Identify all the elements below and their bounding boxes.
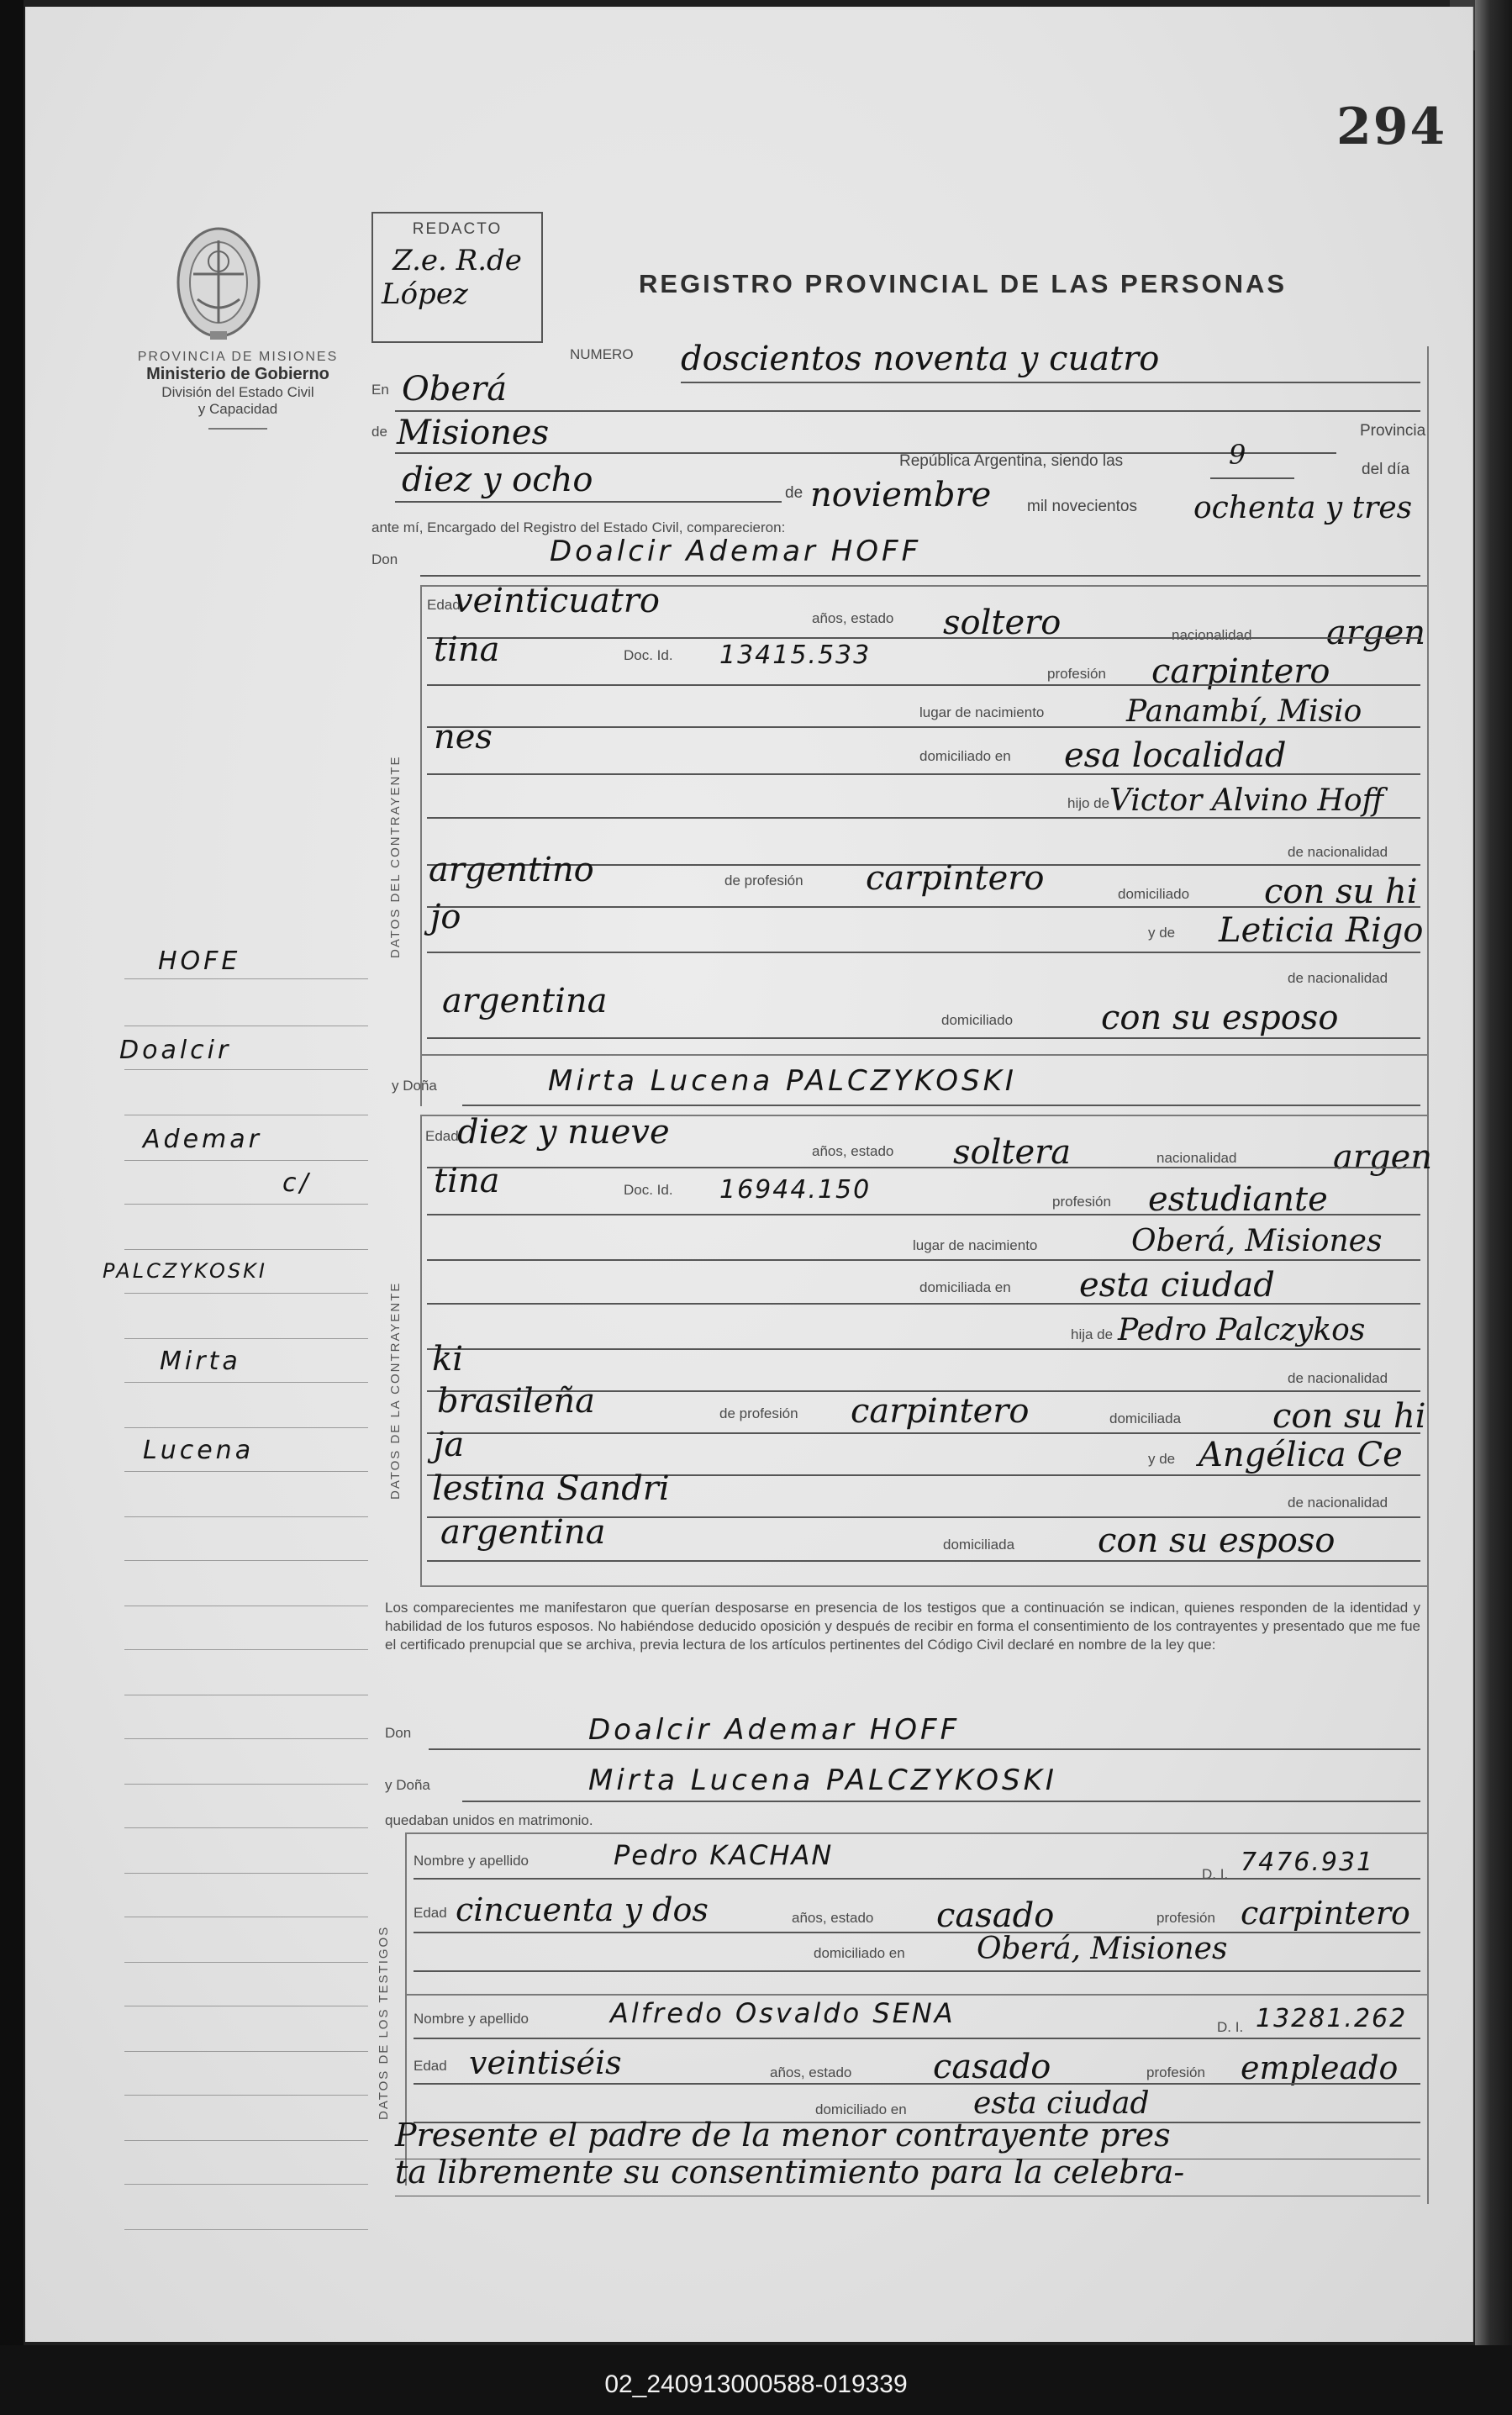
margin-name-lucena: Lucena (143, 1436, 255, 1465)
margin-surname-groom: HOFE (158, 946, 241, 976)
mil-label: mil novecientos (1027, 498, 1137, 515)
witness2-nombre-label: Nombre y apellido (414, 2011, 529, 2027)
groom-mother: Leticia Rigo (1219, 911, 1424, 950)
provincia-label: Provincia (1360, 422, 1426, 440)
bride-father-address-part2: ja (434, 1426, 465, 1464)
bride-anos-estado-label: años, estado (812, 1143, 894, 1159)
witness2-anos-estado-label: años, estado (770, 2064, 852, 2080)
witness2-address: esta ciudad (973, 2086, 1150, 2121)
declaration-dona-label: y Doña (385, 1777, 430, 1793)
witness2-di-label: D. I. (1217, 2019, 1244, 2035)
bride-lugar-label: lugar de nacimiento (913, 1237, 1038, 1253)
bride-birthplace: Oberá, Misiones (1131, 1224, 1383, 1258)
redacto-box (371, 212, 543, 343)
groom-status: soltero (943, 604, 1062, 642)
bride-mother-dom-label: domiciliada (943, 1537, 1015, 1553)
bride-profession: estudiante (1148, 1180, 1328, 1219)
witnesses-side-label: DATOS DE LOS TESTIGOS (377, 1925, 391, 2120)
coat-of-arms-seal (168, 215, 269, 350)
groom-birth-part2: nes (434, 718, 493, 757)
groom-address: esa localidad (1064, 736, 1287, 775)
ante-text: ante mí, Encargado del Registro del Estado Civil, comparecieron: (371, 519, 786, 535)
notes-line1: Presente el padre de la menor contrayente pres (395, 2117, 1171, 2154)
witness1-di-label: D. I. (1202, 1866, 1229, 1882)
groom-anos-estado-label: años, estado (812, 610, 894, 626)
groom-profession: carpintero (1151, 652, 1330, 691)
page-number: 294 (1336, 98, 1447, 156)
witness1-edad-label: Edad (414, 1905, 447, 1921)
bride-mother-part1: Angélica Ce (1199, 1436, 1403, 1474)
witness1-profession: carpintero (1241, 1895, 1410, 1932)
groom-hijo-label: hijo de (1067, 795, 1110, 811)
margin-name-ademar: Ademar (143, 1125, 262, 1154)
groom-domicilio-label: domiciliado en (919, 748, 1011, 764)
bride-profesion-label: profesión (1052, 1194, 1111, 1210)
numero-value: doscientos noventa y cuatro (681, 340, 1160, 378)
bride-y-de-label: y de (1148, 1451, 1176, 1467)
groom-nat-part1: argen (1326, 614, 1426, 652)
groom-profesion-label: profesión (1047, 666, 1106, 682)
groom-side-label: DATOS DEL CONTRAYENTE (388, 755, 403, 958)
bride-father-nat-label: de nacionalidad (1288, 1370, 1388, 1386)
margin-con: c/ (282, 1168, 312, 1198)
en-label: En (371, 382, 389, 398)
witness2-domicilio-label: domiciliado en (815, 2101, 907, 2117)
declaration-don-label: Don (385, 1725, 412, 1741)
groom-father-nat-label: de nacionalidad (1288, 844, 1388, 860)
witness2-doc: 13281.262 (1256, 2004, 1408, 2033)
witness1-status: casado (936, 1896, 1055, 1935)
witness1-nombre-label: Nombre y apellido (414, 1853, 529, 1869)
witness2-age: veintiséis (469, 2044, 622, 2081)
bride-mother-nat-label: de nacionalidad (1288, 1495, 1388, 1511)
del-dia-label: del día (1362, 461, 1410, 478)
dona-label: y Doña (392, 1078, 437, 1094)
bride-father-nationality: brasileña (437, 1382, 595, 1421)
groom-doc-label: Doc. Id. (624, 647, 673, 663)
redacto-value-line1: Z.e. R.de (392, 244, 522, 277)
groom-father-address-part2: jo (430, 898, 461, 936)
hour-value: 9 (1229, 439, 1246, 471)
bride-father-address-part1: con su hi (1272, 1397, 1426, 1436)
year-value: ochenta y tres (1193, 491, 1413, 525)
bride-mother-part2: lestina Sandri (432, 1469, 670, 1508)
bride-address: esta ciudad (1079, 1266, 1275, 1305)
margin-name-doalcir: Doalcir (119, 1036, 232, 1065)
margin-name-mirta: Mirta (160, 1347, 241, 1376)
city-value: Oberá (402, 370, 508, 409)
redacto-value-line2: López (382, 277, 468, 311)
groom-nat-part2: tina (434, 630, 500, 669)
groom-mother-dom-label: domiciliado (941, 1012, 1014, 1028)
groom-mother-nationality: argentina (442, 982, 608, 1020)
witness1-address: Oberá, Misiones (977, 1932, 1228, 1966)
margin-surname-bride: PALCZYKOSKI (103, 1259, 267, 1283)
bride-nacionalidad-label: nacionalidad (1156, 1150, 1237, 1166)
witness1-profesion-label: profesión (1156, 1910, 1215, 1926)
declaration-paragraph: Los comparecientes me manifestaron que querían desposarse en presencia de los testigos que a continuación se indican, quienes responden de la identidad y habilidad de los futuros esposos. No habiéndose deducido oposición y después de recibir en forma el consentimiento de los contrayentes y presentado que me fue el certificado prenupcial que se archiva, previa lectura de los artículos pertinentes del Código Civil declaré en nombre de la ley que: (385, 1600, 1420, 1653)
groom-age: veinticuatro (454, 582, 660, 620)
de-month-label: de (785, 484, 803, 502)
seal-icon (168, 215, 269, 350)
bride-edad-label: Edad (425, 1128, 459, 1144)
numero-label: NUMERO (570, 346, 634, 362)
witness1-doc: 7476.931 (1241, 1848, 1375, 1877)
groom-father: Victor Alvino Hoff (1109, 783, 1384, 818)
bride-father-part1: Pedro Palczykos (1118, 1313, 1366, 1347)
groom-edad-label: Edad (427, 597, 461, 613)
bride-mother-address: con su esposo (1098, 1521, 1336, 1560)
bride-doc-label: Doc. Id. (624, 1182, 673, 1198)
groom-father-address-part1: con su hi (1264, 873, 1418, 911)
republica-text: República Argentina, siendo las (899, 452, 1124, 470)
day-value: diez y ocho (402, 461, 593, 499)
groom-doc: 13415.533 (719, 641, 872, 670)
witness1-name: Pedro KACHAN (614, 1839, 834, 1871)
bride-father-profession: carpintero (851, 1392, 1030, 1431)
bride-father-prof-label: de profesión (719, 1405, 798, 1421)
province-value: Misiones (397, 414, 550, 452)
issuer-ministry: Ministerio de Gobierno (146, 365, 329, 383)
witness2-status: casado (933, 2048, 1051, 2086)
groom-mother-address: con su esposo (1101, 999, 1339, 1037)
bride-nat-part1: argen (1333, 1138, 1433, 1177)
witness2-edad-label: Edad (414, 2058, 447, 2074)
issuer-province: PROVINCIA DE MISIONES (137, 350, 339, 364)
bride-hija-label: hija de (1071, 1326, 1114, 1342)
bride-mother-nationality: argentina (440, 1513, 606, 1552)
witness2-profesion-label: profesión (1146, 2064, 1205, 2080)
notes-line2: ta libremente su consentimiento para la celebra- (395, 2154, 1185, 2191)
bride-doc: 16944.150 (719, 1175, 872, 1205)
footer-image-id: 02_240913000588-019339 (604, 2370, 908, 2398)
bride-nat-part2: tina (434, 1162, 500, 1200)
groom-name: Doalcir Ademar HOFF (550, 535, 922, 568)
groom-father-nationality: argentino (429, 851, 594, 889)
declaration-closing: quedaban unidos en matrimonio. (385, 1812, 593, 1828)
month-value: noviembre (810, 476, 992, 514)
witness1-domicilio-label: domiciliado en (814, 1945, 905, 1961)
groom-y-de-label: y de (1148, 925, 1176, 941)
groom-nacionalidad-label: nacionalidad (1172, 627, 1252, 643)
witness1-anos-estado-label: años, estado (792, 1910, 874, 1926)
groom-father-prof-label: de profesión (724, 873, 803, 888)
groom-mother-nat-label: de nacionalidad (1288, 970, 1388, 986)
groom-father-profession: carpintero (866, 859, 1045, 898)
bride-name: Mirta Lucena PALCZYKOSKI (548, 1064, 1017, 1098)
bride-domicilio-label: domiciliada en (919, 1279, 1011, 1295)
groom-father-dom-label: domiciliado (1118, 886, 1190, 902)
bride-age: diez y nueve (457, 1113, 670, 1152)
bride-father-part2: ki (432, 1340, 464, 1379)
don-label: Don (371, 551, 398, 567)
witness2-name: Alfredo Osvaldo SENA (610, 1997, 956, 2029)
document-page (25, 7, 1473, 2342)
redacto-label: REDACTO (412, 220, 503, 238)
bride-father-dom-label: domiciliada (1109, 1411, 1182, 1426)
bride-status: soltera (953, 1133, 1072, 1172)
issuer-division: División del Estado Civil (161, 384, 314, 400)
de-label: de (371, 424, 387, 440)
witness2-profession: empleado (1241, 2049, 1399, 2086)
groom-lugar-label: lugar de nacimiento (919, 704, 1045, 720)
issuer-block (99, 350, 377, 430)
bride-side-label: DATOS DE LA CONTRAYENTE (388, 1281, 403, 1500)
declaration-groom: Doalcir Ademar HOFF (588, 1713, 961, 1747)
declaration-bride: Mirta Lucena PALCZYKOSKI (588, 1764, 1057, 1797)
document-title: REGISTRO PROVINCIAL DE LAS PERSONAS (639, 269, 1288, 298)
groom-birth-part1: Panambí, Misio (1126, 694, 1362, 729)
issuer-capacity: y Capacidad (198, 401, 278, 417)
witness1-age: cincuenta y dos (456, 1891, 709, 1928)
